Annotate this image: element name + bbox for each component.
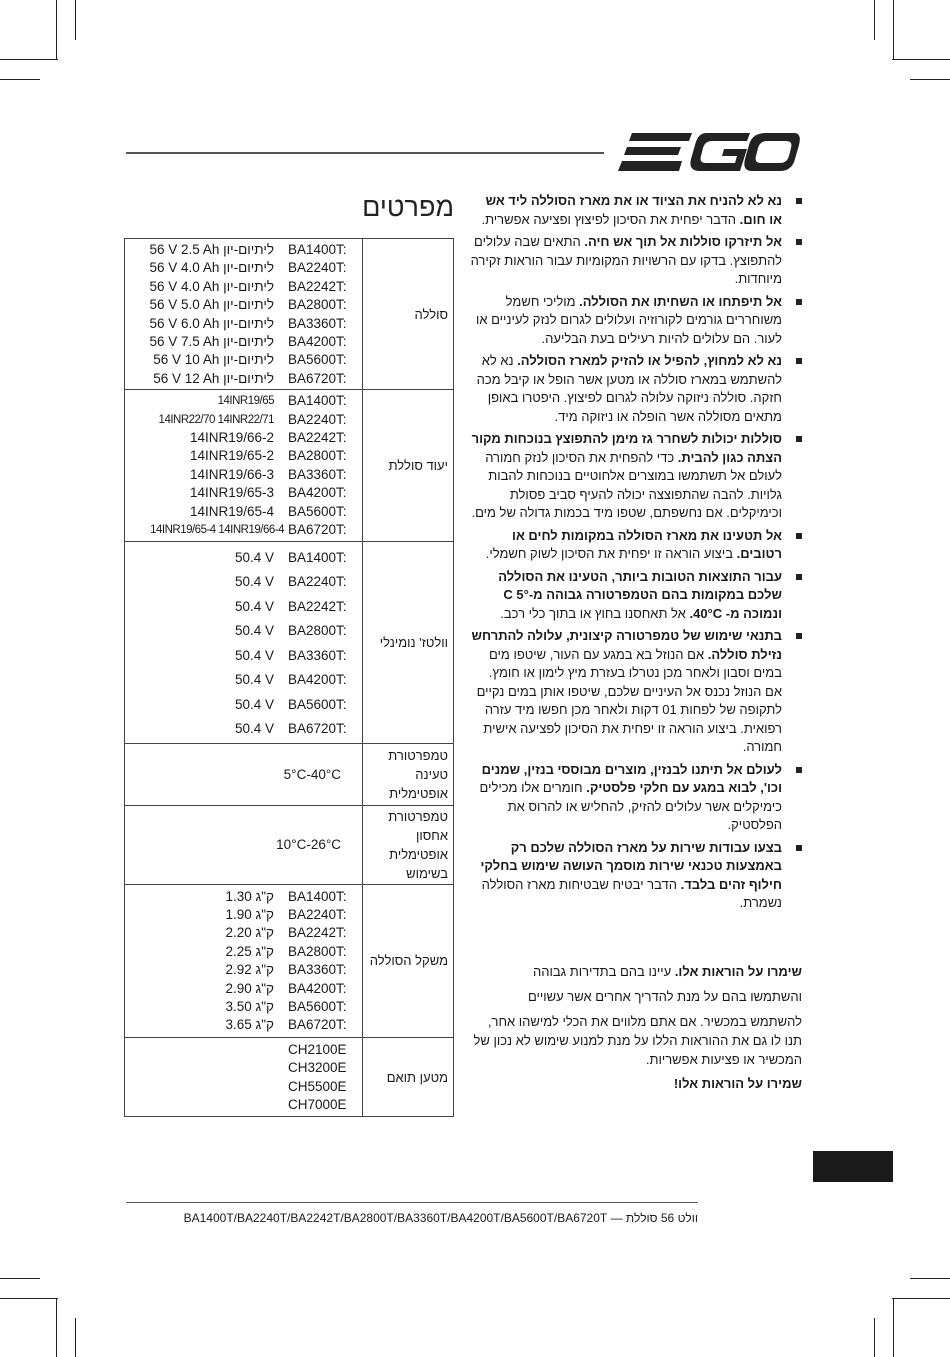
model-row: 50.4 V BA1400T: <box>234 549 347 565</box>
model-row: 56 V 5.0 Ah ליתיום-יון BA2800T: <box>149 297 347 313</box>
crop-mark <box>0 79 40 80</box>
model-row: 50.4 V BA2800T: <box>234 623 347 638</box>
model-row: 14INR19/65-4 BA5600T: <box>189 503 347 519</box>
model-row: 50.4 V BA2242T: <box>234 598 347 614</box>
list-item: נא לא להניח את הציוד או את מארז הסוללה ליד אש או חום. הדבר יפחית את הסיכון לפיצוץ ופציעה אפשרית. <box>470 192 806 229</box>
table-row <box>125 541 454 743</box>
ego-logo <box>618 133 800 171</box>
crop-mark <box>56 1298 57 1357</box>
model-row: 14INR19/66-2 BA2242T: <box>189 430 347 446</box>
voltage-values <box>125 541 363 743</box>
charger-model: CH5500E <box>288 1078 347 1094</box>
charger-model: CH7000E <box>288 1096 347 1112</box>
charger-models <box>125 1037 363 1117</box>
table-row <box>125 239 454 390</box>
row-label: משקל הסוללה <box>363 884 454 1037</box>
crop-mark <box>75 1318 76 1357</box>
list-item: בצעו עבודות שירות על מארז הסוללה שלכם רק באמצעות טכנאי שירות מוסמך העושה שימוש בחלקי חילוף זהים בלבד. הדבר יבטיח שבטיחות מארז הסוללה נשמרת. <box>470 839 806 913</box>
table-row <box>125 805 454 884</box>
row-label: יעוד סוללת <box>363 390 454 541</box>
model-row: 50.4 V BA2240T: <box>234 574 347 589</box>
charger-model: CH3200E <box>288 1060 347 1076</box>
model-row: 14INR22/70 14INR22/71 BA2240T: <box>158 411 347 427</box>
row-label: טמפרטורת אחסון אופטימלית בשימוש <box>363 805 454 884</box>
storage-temp-value: 10°C-26°C <box>125 805 363 884</box>
charge-temp-value: 5°C-40°C <box>125 743 363 805</box>
crop-mark <box>75 0 76 40</box>
model-row: 56 V 7.5 Ah ליתיום-יון BA4200T: <box>149 334 347 350</box>
list-item: לעולם אל תיתנו לבנזין, מוצרים מבוססי בנזין, שמנים וכו', לבוא במגע עם חלקי פלסטיק. חומרים אלו מכילים כימיקלים אשר עלולים להזיק, להחליש או להרוס את הפלסטיק. <box>470 761 806 835</box>
crop-mark <box>893 1298 894 1357</box>
battery-values <box>125 239 363 390</box>
row-label: וולטז' נומינלי <box>363 541 454 743</box>
crop-mark <box>56 0 57 60</box>
footer-rule <box>126 1202 698 1203</box>
closing-note: שמירו על הוראות אלו! <box>673 1076 802 1091</box>
page-tab <box>813 1151 893 1182</box>
header-rule <box>126 152 604 154</box>
paragraph: להשתמש במכשיר. אם אתם מלווים את הכלי למישהו אחר, תנו לו גם את ההוראות הללו על מנת למנוע שימוש לא נכון של המכשיר או פציעות אפשריות. <box>473 1014 802 1067</box>
crop-mark <box>0 1278 40 1279</box>
model-row: 2.90 ק"ג BA4200T: <box>225 980 347 996</box>
table-row <box>125 743 454 805</box>
crop-mark <box>910 1278 950 1279</box>
list-item: סוללות יכולות לשחרר גז מימן להתפוצץ בנוכחות מקור הצתה כגון להבית. כדי להפחית את הסיכון לנזק חמורה לעולם אל תשתמשו במוצרים אלחוטיים בנוכחות להבות גלויות. להבה שהתפוצצה יכולה להעיף סביב פסולת וכימיקלים. אם נחשפתם, שטפו מיד בכמות גדולה של מים. <box>470 430 806 523</box>
cell-values <box>125 390 363 541</box>
row-label: מטען תואם <box>363 1037 454 1117</box>
crop-mark <box>0 1298 58 1299</box>
keep-instructions: שימרו על הוראות אלו. עיינו בהם בתדירות גבוהה <box>533 964 802 979</box>
charger-model: CH2100E <box>288 1041 347 1057</box>
warnings-list <box>470 192 806 917</box>
model-row: 50.4 V BA4200T: <box>234 672 347 687</box>
crop-mark <box>892 1298 950 1299</box>
model-row: 2.92 ק"ג BA3360T: <box>225 962 347 978</box>
model-row: 14INR19/65-2 BA2800T: <box>189 448 347 464</box>
crop-mark <box>0 59 58 60</box>
model-row: 14INR19/65-3 BA4200T: <box>189 485 347 501</box>
list-item: אל תיזרקו סוללות אל תוך אש חיה. התאים שבה עלולים להתפוצץ. בדקו עם הרשויות המקומיות עבור הוראות זקירה מיוחדות. <box>470 233 806 289</box>
table-row <box>125 1037 454 1117</box>
table-row <box>125 884 454 1037</box>
model-row: 50.4 V BA6720T: <box>234 721 347 736</box>
row-label: סוללה <box>363 239 454 390</box>
crop-mark <box>892 59 950 60</box>
model-row: 56 V 12 Ah ליתיום-יון BA6720T: <box>153 370 347 386</box>
table-row <box>125 390 454 541</box>
model-row: 14INR19/65-4 14INR19/66-4 BA6720T: <box>150 522 347 538</box>
model-row: 56 V 4.0 Ah ליתיום-יון BA2242T: <box>149 278 347 294</box>
spec-table <box>124 238 454 1117</box>
list-item: נא לא למחוץ, להפיל או להזיק למארז הסוללה. נא לא להשתמש במארז סוללה או מטען אשר הופל או קיבל מכה חזקה. סוללה ניזוקה עלולה לגרום לפיצוץ. היפטרו באופן מתאים מסוללה אשר הופלה או ניזוקה מיד. <box>470 352 806 426</box>
crop-mark <box>910 79 950 80</box>
list-item: אל תיפתחו או השחיתו את הסוללה. מוליכי חשמל משוחררים גורמים לקורוזיה ועלולים לגרום לנזק לעיניים או לעור. הם עלולים להיות רעילים בעת הבליעה. <box>470 293 806 349</box>
weight-values <box>125 884 363 1037</box>
model-row: 56 V 2.5 Ah ליתיום-יון BA1400T: <box>149 242 347 257</box>
model-row: 56 V 10 Ah ליתיום-יון BA5600T: <box>153 352 347 368</box>
crop-mark <box>874 0 875 40</box>
model-row: 50.4 V BA5600T: <box>234 696 347 712</box>
model-row: 3.50 ק"ג BA5600T: <box>225 998 347 1014</box>
paragraph: והשתמשו בהם על מנת להדריך אחרים אשר עשויים <box>527 989 802 1004</box>
model-row: 14INR19/66-3 BA3360T: <box>189 466 347 482</box>
model-row: 56 V 4.0 Ah ליתיום-יון BA2240T: <box>149 260 347 276</box>
model-row: 14INR19/65 BA1400T: <box>217 393 347 409</box>
list-item: בתנאי שימוש של טמפרטורה קיצונית, עלולה להתרחש נזילת סוללה. אם הנוזל בא במגע עם העור, שיטפו מים במים וסבון ולאחר מכן נטרלו בעזרת מיץ לימון או חומץ. אם הנוזל נכנס אל העיניים שלכם, שיטפו אותן במים נקיים לתקופה של לפחות 01 דקות ולאחר מכן חפשו מיד עזרה רפואית. ביצוע הוראה זו יפחית את הסיכון לפציעה אישית חמורה. <box>470 627 806 757</box>
model-row: 50.4 V BA3360T: <box>234 647 347 663</box>
row-label: טמפרטורת טעינה אופטימלית <box>363 743 454 805</box>
list-item: עבור התוצאות הטובות ביותר, הטעינו את הסוללה שלכם במקומות בהם הטמפרטורה גבוהה מ-5° C ונמוכה מ- 40°C. אל תאחסנו בחוץ או בתוך כלי רכב. <box>470 568 806 624</box>
page-title: מפרטים <box>362 192 454 222</box>
footer-text: וולט 56 סוללת — BA1400T/BA2240T/BA2242T/BA2800T/BA3360T/BA4200T/BA5600T/BA6720T <box>183 1211 698 1225</box>
model-row: 1.30 ק"ג BA1400T: <box>225 888 347 904</box>
model-row: 1.90 ק"ג BA2240T: <box>225 906 347 922</box>
model-row: 2.25 ק"ג BA2800T: <box>225 943 347 959</box>
model-row: 3.65 ק"ג BA6720T: <box>225 1017 347 1033</box>
list-item: אל תטעינו את מארז הסוללה במקומות לחים או רטובים. ביצוע הוראה זו יפחית את הסיכון לשוק חשמלי. <box>470 527 806 564</box>
crop-mark <box>893 0 894 60</box>
crop-mark <box>874 1318 875 1357</box>
model-row: 56 V 6.0 Ah ליתיום-יון BA3360T: <box>149 315 347 331</box>
model-row: 2.20 ק"ג BA2242T: <box>225 925 347 941</box>
